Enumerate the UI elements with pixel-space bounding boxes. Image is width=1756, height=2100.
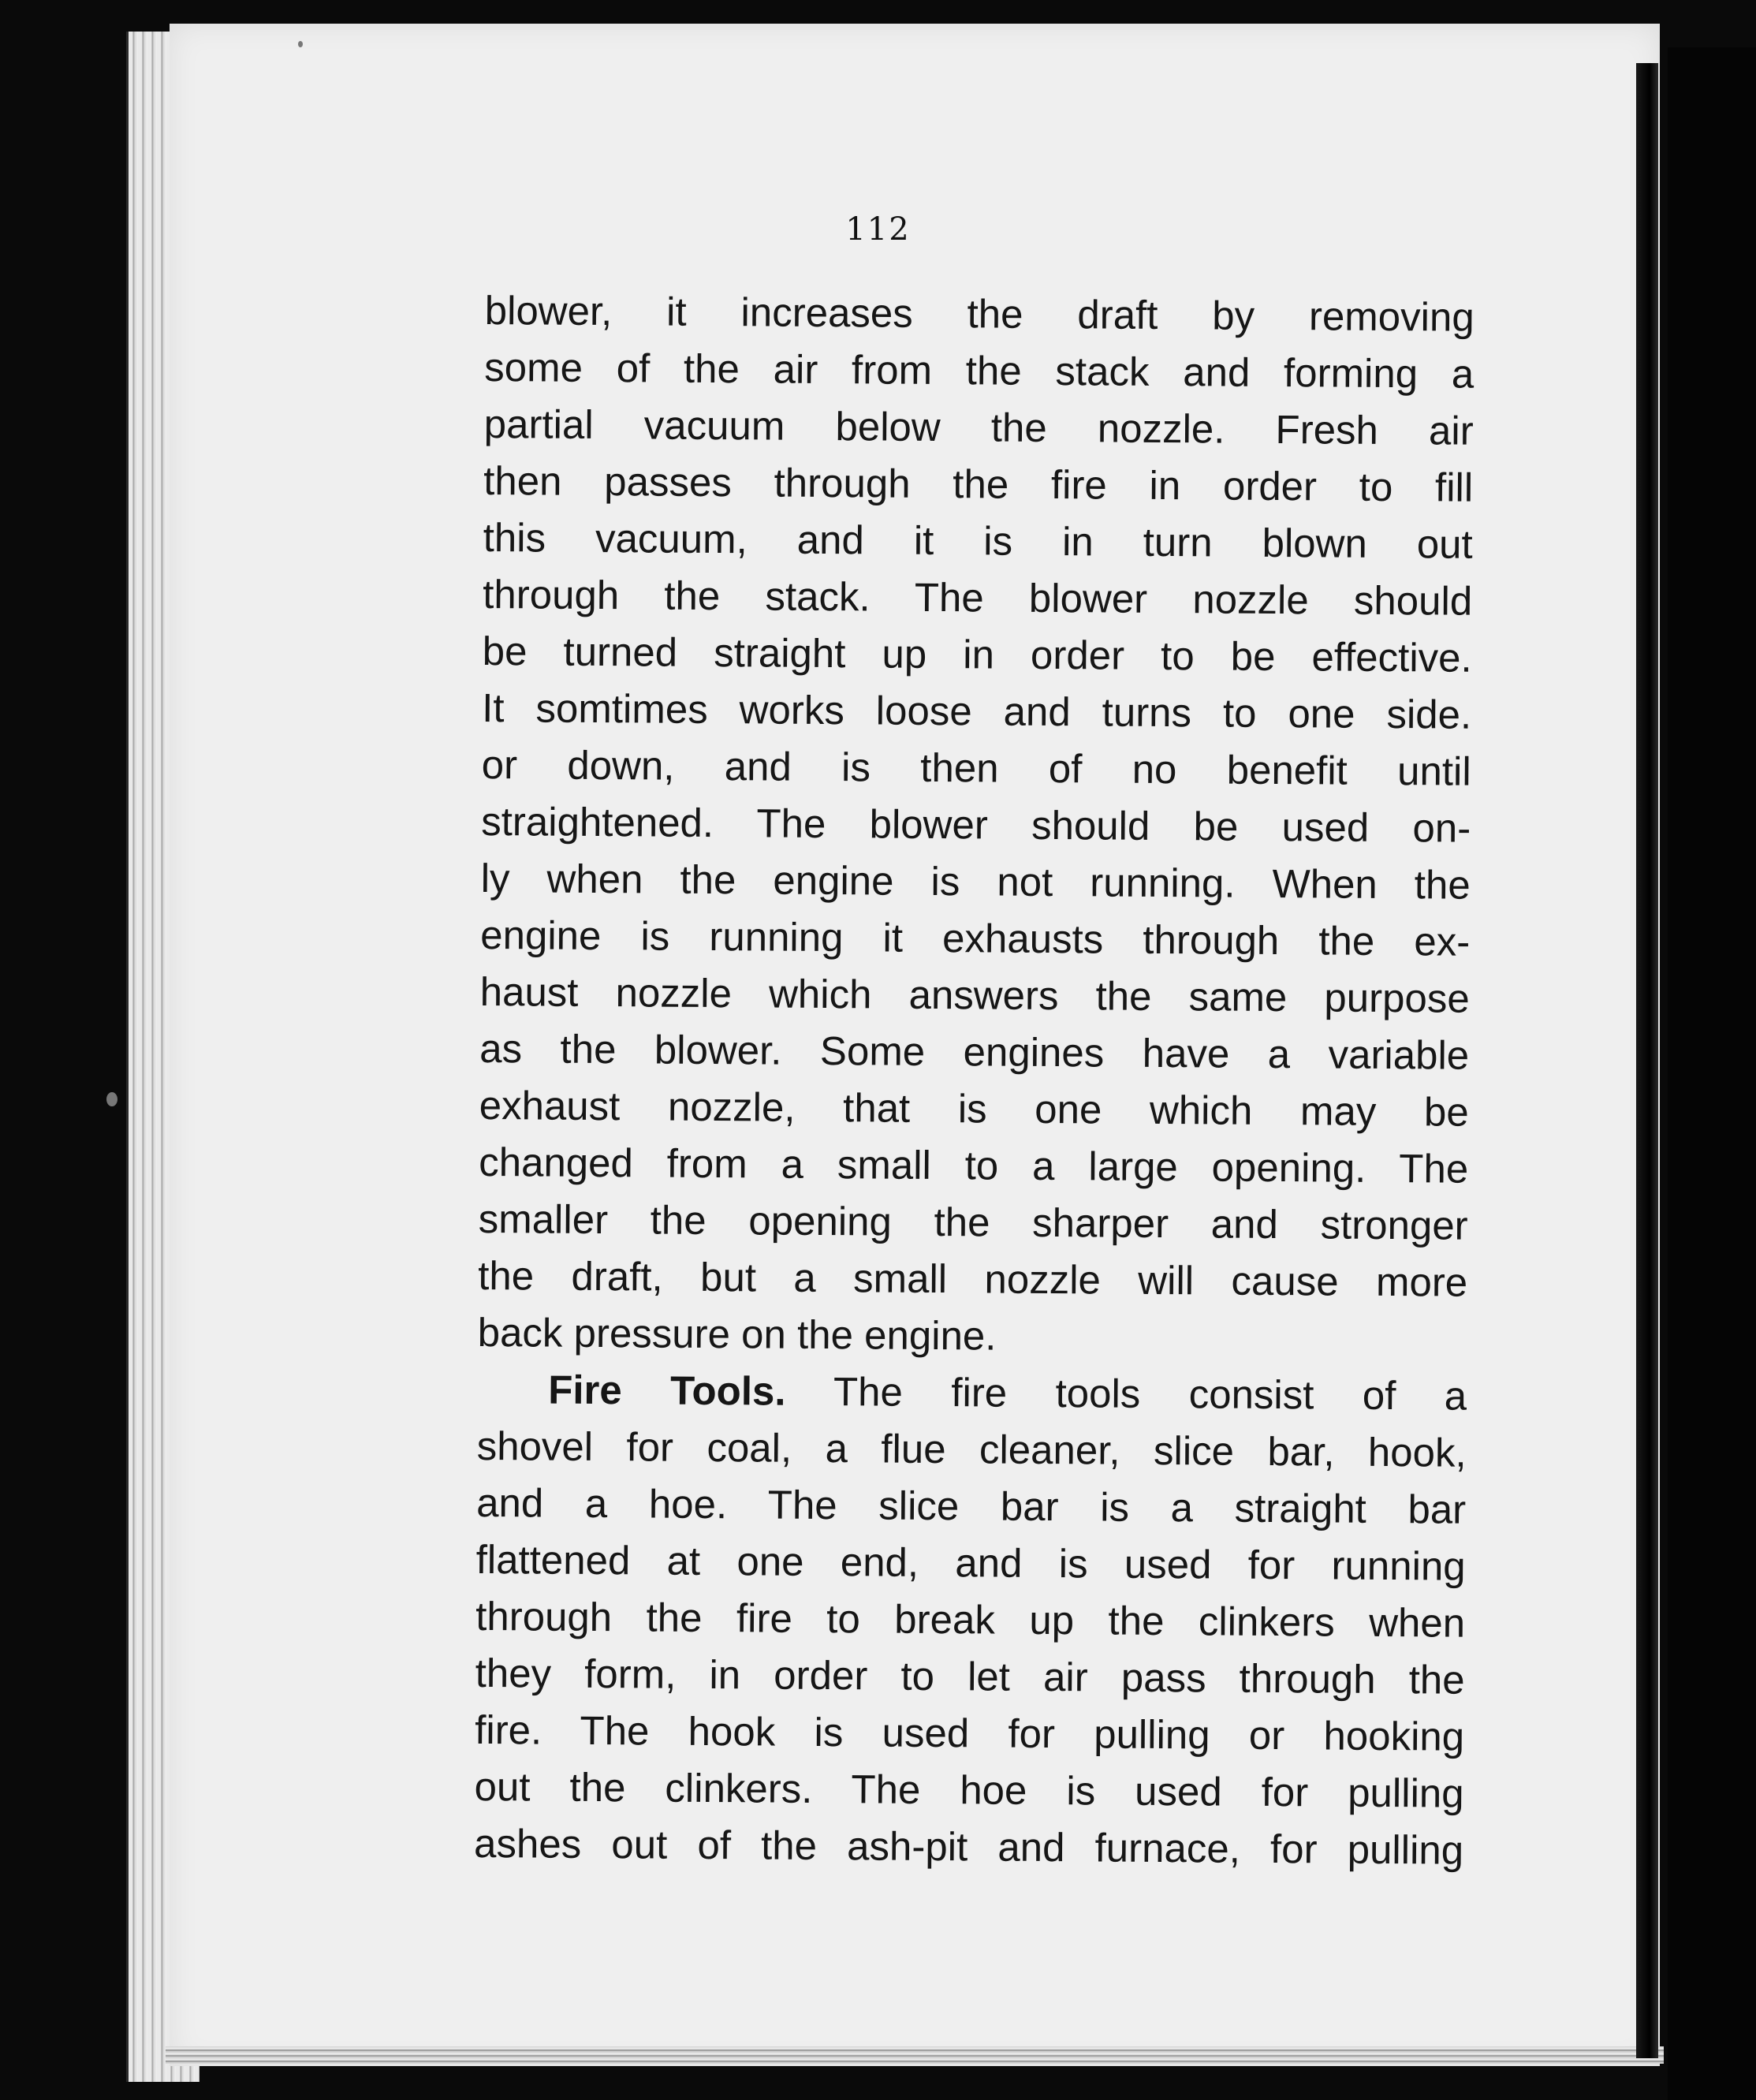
text-line: straightened. The blower should be used on- bbox=[481, 798, 1471, 851]
text-line: smaller the opening the sharper and stronger bbox=[478, 1195, 1468, 1248]
text-line: be turned straight up in order to be effective. bbox=[482, 628, 1472, 681]
page-number: 112 bbox=[845, 211, 911, 248]
section-heading: Fire Tools. bbox=[548, 1367, 786, 1414]
text-line: haust nozzle which answers the same purpose bbox=[479, 968, 1470, 1021]
text-line bbox=[477, 1361, 1467, 1425]
text-line: partial vacuum below the nozzle. Fresh air bbox=[483, 401, 1474, 453]
paragraph-fire-tools bbox=[474, 1361, 1467, 1879]
text-line: and a hoe. The slice bar is a straight bar bbox=[475, 1479, 1467, 1532]
text-line: or down, and is then of no benefit until bbox=[481, 741, 1471, 794]
text-line: back pressure on the engine. bbox=[477, 1309, 997, 1359]
paragraph-blower bbox=[477, 282, 1475, 1368]
text-line: It somtimes works loose and turns to one side. bbox=[482, 684, 1472, 737]
text-line: blower, it increases the draft by removing bbox=[484, 287, 1475, 340]
text-line: this vacuum, and it is in turn blown out bbox=[483, 514, 1473, 567]
facing-page-edge bbox=[1668, 47, 1756, 2100]
dust-speck bbox=[298, 41, 303, 47]
page-edges-bottom bbox=[166, 2046, 1664, 2064]
text-line: then passes through the fire in order to fill bbox=[483, 457, 1474, 510]
text-line: flattened at one end, and is used for running bbox=[475, 1536, 1466, 1589]
text-line: through the stack. The blower nozzle should bbox=[483, 571, 1473, 624]
text-line: fire. The hook is used for pulling or hooking bbox=[474, 1706, 1465, 1759]
book-spine-shadow bbox=[1636, 63, 1658, 2058]
text-line: the draft, but a small nozzle will cause more bbox=[478, 1252, 1468, 1305]
text-line: out the clinkers. The hoe is used for pulling bbox=[474, 1763, 1464, 1816]
text-line: ashes out of the ash-pit and furnace, for pulling bbox=[473, 1820, 1464, 1873]
text-line: engine is running it exhausts through the ex- bbox=[480, 912, 1471, 964]
dust-speck bbox=[106, 1092, 117, 1106]
text-line: they form, in order to let air pass through the bbox=[475, 1650, 1465, 1703]
body-text bbox=[474, 282, 1475, 1879]
text-line: shovel for coal, a flue cleaner, slice bar, hook, bbox=[476, 1423, 1467, 1475]
heading-line-rest: The fire tools consist of a bbox=[833, 1369, 1467, 1419]
text-line: exhaust nozzle, that is one which may be bbox=[479, 1082, 1469, 1135]
text-line: ly when the engine is not running. When the bbox=[480, 855, 1471, 908]
text-line: changed from a small to a large opening. The bbox=[479, 1139, 1469, 1192]
text-line: through the fire to break up the clinkers when bbox=[475, 1593, 1466, 1646]
text-line: as the blower. Some engines have a variable bbox=[479, 1025, 1470, 1078]
text-line: some of the air from the stack and forming a bbox=[484, 344, 1475, 397]
